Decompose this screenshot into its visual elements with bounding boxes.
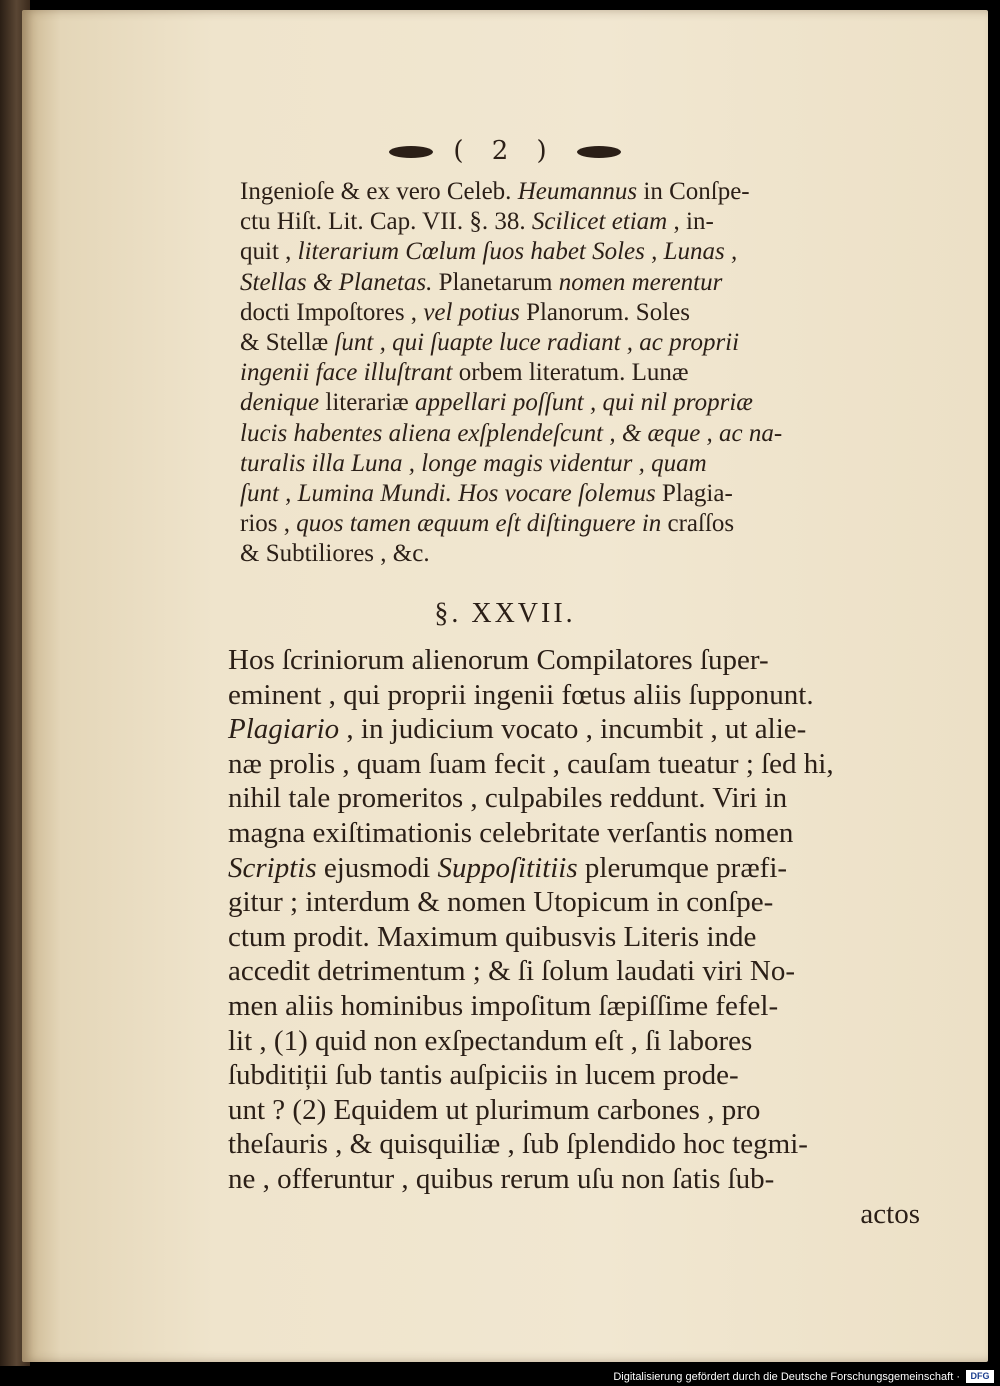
- text-line: [228, 644, 769, 677]
- italic-text: Plagiario: [228, 713, 340, 746]
- page: [22, 10, 988, 1362]
- roman-text: , in judicium vocato , incumbit , ut alie-: [339, 713, 807, 746]
- italic-text: ſunt , Lumina Mundi. Hos vocare ſolemus: [240, 480, 656, 507]
- text-line: [860, 1198, 920, 1231]
- text-line: [228, 1128, 808, 1161]
- roman-text: ctum prodit. Maximum quibusvis Literis inde: [228, 920, 757, 953]
- left-ornament-icon: [389, 146, 433, 158]
- text-line: [228, 990, 778, 1023]
- roman-text: Planorum. Soles: [519, 298, 690, 326]
- italic-text: ingenii face illuſtrant: [240, 359, 453, 387]
- italic-text: appellari poſſunt , qui nil propriæ: [414, 389, 753, 417]
- dfg-logo: DFG: [966, 1370, 994, 1383]
- roman-text: in Conſpe-: [637, 178, 750, 205]
- roman-text: docti Impoſtores ,: [240, 298, 424, 326]
- roman-text: ſubditiții ſub tantis auſpiciis in lucem prode-: [228, 1059, 739, 1092]
- text-line: [228, 886, 773, 919]
- italic-text: turalis illa Luna , longe magis videntur , quam: [240, 449, 707, 477]
- footer-credit: Digitalisierung gefördert durch die Deutsche Forschungsgemeinschaft ·: [613, 1371, 960, 1383]
- italic-text: Heumannus: [517, 178, 638, 205]
- roman-text: næ prolis , quam ſuam fecit , cauſam tueatur ; ſed hi,: [228, 747, 834, 780]
- footer-bar: [0, 1366, 1000, 1386]
- text-line: [228, 1025, 752, 1058]
- roman-text: eminent , qui proprii ingenii fœtus aliis ſupponunt.: [228, 678, 814, 711]
- italic-text: literarium Cœlum ſuos habet Soles , Lunas ,: [297, 238, 738, 266]
- italic-text: lucis habentes aliena exſplendeſcunt , & æque , ac na-: [240, 419, 783, 447]
- italic-text: Stellas & Planetas.: [240, 268, 433, 296]
- roman-text: & Subtiliores , &c.: [240, 540, 430, 568]
- roman-text: Ingenioſe & ex vero Celeb.: [240, 178, 518, 205]
- footnote-line: [240, 389, 753, 417]
- text-line: [228, 1094, 760, 1127]
- italic-text: nomen merentur: [558, 268, 723, 296]
- roman-text: ctu Hiſt. Lit. Cap. VII. §. 38.: [240, 208, 532, 236]
- footnote-line: [240, 359, 689, 387]
- text-line: [228, 1163, 774, 1196]
- footnote-line: [240, 299, 690, 327]
- italic-text: vel potius: [423, 298, 520, 326]
- italic-text: ſunt , qui ſuapte luce radiant , ac proprii: [334, 329, 740, 356]
- roman-text: gitur ; interdum & nomen Utopicum in conſpe-: [228, 886, 774, 919]
- roman-text: lit , (1) quid non exſpectandum eſt , ſi labores: [228, 1024, 753, 1057]
- italic-text: Scilicet etiam: [531, 208, 668, 236]
- roman-text: nihil tale promeritos , culpabiles reddunt. Viri in: [228, 782, 788, 815]
- roman-text: literariæ: [319, 389, 415, 417]
- roman-text: actos: [860, 1197, 920, 1230]
- roman-text: ne , offeruntur , quibus rerum uſu non ſatis ſub-: [228, 1163, 775, 1195]
- roman-text: men aliis hominibus impoſitum ſæpiſſime fefel-: [228, 990, 779, 1022]
- roman-text: Hos ſcriniorum alienorum Compilatores ſuper-: [228, 644, 769, 676]
- italic-text: Scriptis: [228, 851, 317, 884]
- text-line: [228, 713, 806, 746]
- right-ornament-icon: [577, 146, 621, 158]
- footnote-line: [240, 450, 707, 478]
- roman-text: theſauris , & quisquiliæ , ſub ſplendido hoc tegmi-: [228, 1128, 808, 1161]
- footnote-line: [240, 480, 733, 508]
- footnote-line: [240, 540, 430, 568]
- roman-text: plerumque præfi-: [577, 851, 788, 884]
- italic-text: denique: [240, 389, 320, 417]
- roman-text: , in-: [667, 208, 714, 236]
- roman-text: unt ? (2) Equidem ut plurimum carbones , pro: [228, 1093, 761, 1126]
- text-line: [228, 921, 756, 954]
- text-line: [228, 748, 834, 781]
- text-line: [228, 1059, 739, 1092]
- text-line: [228, 782, 787, 815]
- footnote-line: [240, 420, 782, 448]
- text-line: [228, 955, 795, 988]
- roman-text: craſſos: [661, 510, 735, 538]
- page-number: ( 2 ): [453, 136, 557, 166]
- roman-text: & Stellæ: [240, 329, 335, 356]
- footnote-line: [240, 329, 739, 357]
- page-header: [22, 136, 988, 166]
- roman-text: Planetarum: [432, 268, 559, 296]
- italic-text: quos tamen æquum eſt diſtinguere in: [296, 510, 662, 538]
- text-line: [228, 817, 793, 850]
- roman-text: orbem literatum. Lunæ: [452, 359, 689, 387]
- text-line: [228, 852, 787, 885]
- roman-text: ejusmodi: [316, 851, 438, 884]
- footnote-line: [240, 269, 722, 297]
- italic-text: Suppoſititiis: [437, 851, 578, 884]
- roman-text: quit ,: [240, 238, 298, 266]
- roman-text: Plagia-: [655, 480, 733, 507]
- roman-text: accedit detrimentum ; & ſi ſolum laudati viri No-: [228, 955, 795, 988]
- footnote-line: [240, 510, 734, 538]
- section-heading: §. XXVII.: [434, 598, 576, 629]
- roman-text: rios ,: [240, 510, 297, 538]
- text-line: [228, 679, 814, 712]
- footnote-line: [240, 238, 737, 266]
- roman-text: magna exiſtimationis celebritate verſantis nomen: [228, 817, 794, 849]
- footnote-line: [240, 208, 714, 236]
- footnote-line: [240, 178, 750, 206]
